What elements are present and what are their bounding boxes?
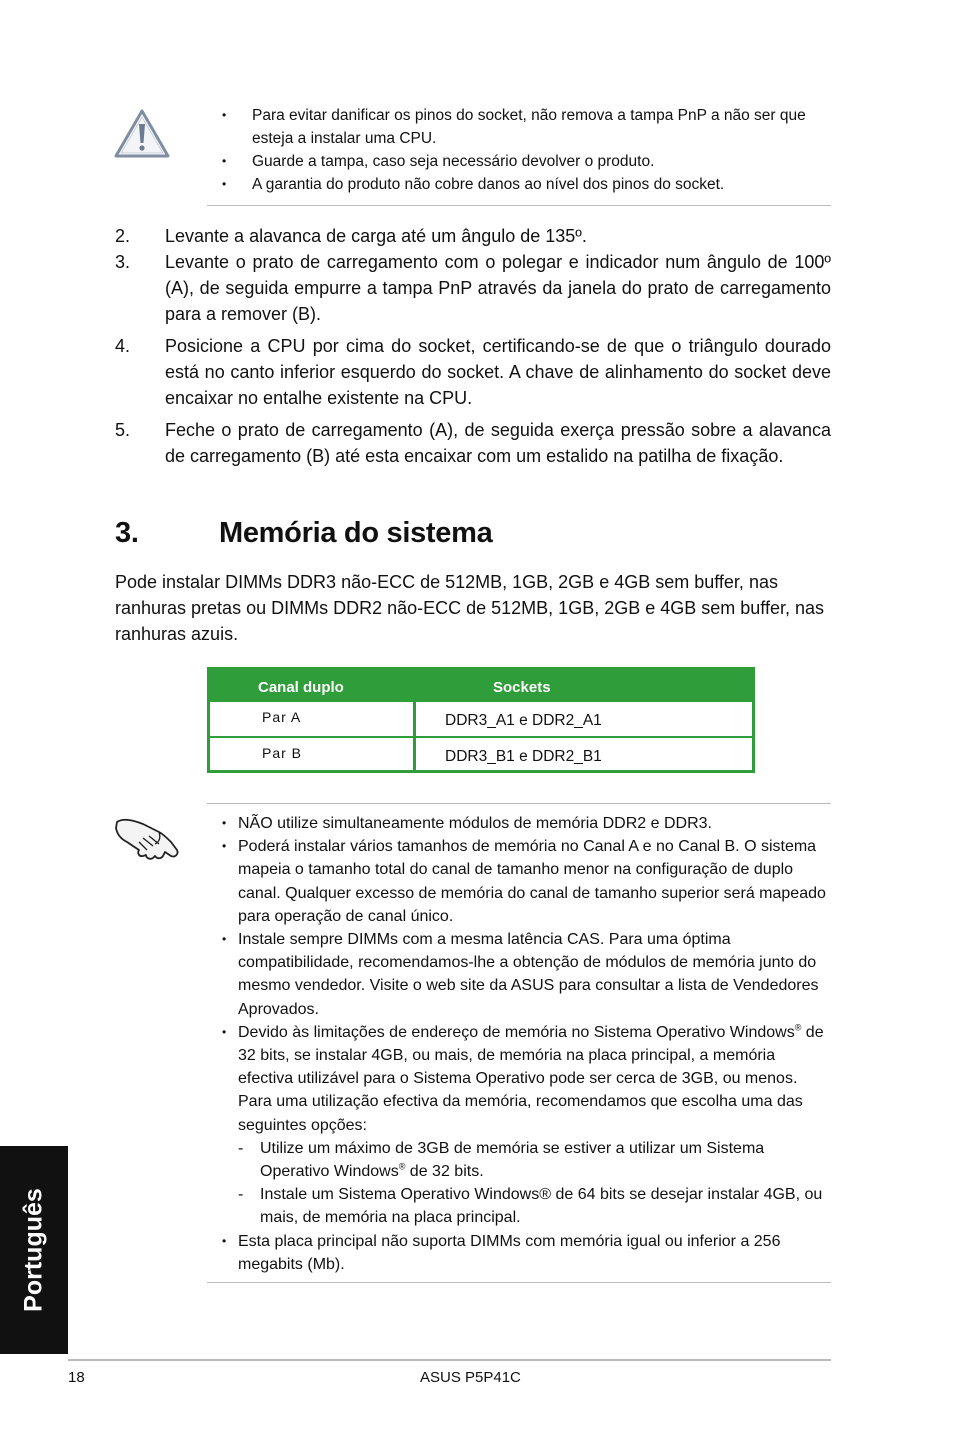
header-channel: Canal duplo	[258, 679, 344, 696]
language-side-tab	[0, 1146, 68, 1354]
section-number: 3.	[115, 517, 139, 549]
step-item	[115, 249, 831, 327]
step-number: 4.	[115, 336, 131, 356]
table-cell: Par A	[262, 709, 302, 725]
step-text: Feche o prato de carregamento (A), de seguida exerça pressão sobre a alavanca de carregamento (B) até esta encaixar com um estalido na patilha de fixação.	[165, 420, 831, 466]
note-item: • NÃO utilize simultaneamente módulos de memória DDR2 e DDR3.	[218, 812, 832, 835]
caution-item: • A garantia do produto não cobre danos ao nível dos pinos do socket.	[218, 173, 832, 196]
caution-list	[218, 104, 832, 196]
note-sub-list	[238, 1137, 832, 1230]
caution-triangle-icon	[113, 108, 171, 160]
header-sockets: Sockets	[493, 679, 551, 696]
note-text: Devido às limitações de endereço de memória no Sistema Operativo Windows	[238, 1023, 795, 1041]
note-text: de 32 bits.	[405, 1163, 484, 1181]
step-number: 5.	[115, 420, 131, 440]
caution-item: • Guarde a tampa, caso seja necessário devolver o produto.	[218, 150, 832, 173]
note-item	[218, 1021, 832, 1230]
step-item	[115, 417, 831, 469]
note-bottom-divider	[207, 1282, 831, 1283]
channel-socket-table	[207, 667, 755, 773]
footer-divider	[68, 1359, 831, 1361]
page-number: 18	[68, 1369, 85, 1386]
note-top-divider	[207, 803, 831, 804]
note-hand-icon	[113, 812, 181, 862]
note-text: Utilize um máximo de 3GB de memória se estiver a utilizar um Sistema Operativo Windows	[260, 1139, 765, 1181]
step-item	[115, 333, 831, 411]
registered-mark: ®	[398, 1161, 406, 1172]
table-cell: Par B	[262, 745, 303, 761]
installation-steps	[115, 223, 831, 469]
step-item	[115, 223, 831, 249]
step-number: 2.	[115, 226, 131, 246]
note-sub-item: - Instale um Sistema Operativo Windows® de 64 bits se desejar instalar 4GB, ou mais, de memória na placa principal.	[238, 1183, 832, 1229]
table-cell: DDR3_A1 e DDR2_A1	[445, 712, 602, 729]
step-number: 3.	[115, 252, 131, 272]
section-title: Memória do sistema	[219, 517, 493, 549]
step-text: Posicione a CPU por cima do socket, certificando-se de que o triângulo dourado está no canto inferior esquerdo do socket. A chave de alinhamento do socket deve encaixar no entalhe existente na CPU.	[165, 336, 831, 408]
note-list	[218, 812, 832, 1276]
step-text: Levante a alavanca de carga até um ângulo de 135º.	[165, 226, 587, 246]
note-item: • Esta placa principal não suporta DIMMs com memória igual ou inferior a 256 megabits (Mb).	[218, 1230, 832, 1276]
table-row	[210, 702, 752, 736]
table-row	[210, 738, 752, 772]
registered-mark: ®	[794, 1022, 802, 1033]
note-sub-item	[238, 1137, 832, 1183]
language-label: Português	[19, 1188, 48, 1312]
section-heading	[115, 517, 492, 550]
caution-item: • Para evitar danificar os pinos do socket, não remova a tampa PnP a não ser que esteja a instalar uma CPU.	[218, 104, 832, 150]
table-header	[210, 670, 752, 702]
caution-divider	[207, 205, 831, 206]
table-cell: DDR3_B1 e DDR2_B1	[445, 748, 602, 765]
table-column-divider	[413, 702, 416, 773]
step-text: Levante o prato de carregamento com o polegar e indicador num ângulo de 100º (A), de seguida empurre a tampa PnP através da janela do prato de carregamento para a remover (B).	[165, 252, 831, 324]
note-text: de 32 bits, se instalar 4GB, ou mais, de memória na placa principal, a memória efectiva utilizável para o Sistema Operativo pode ser cerca de 3GB, ou menos. Para uma utilização efectiva da memória, recomendamos que escolha uma das seguintes opções:	[238, 1023, 824, 1134]
note-item: • Poderá instalar vários tamanhos de memória no Canal A e no Canal B. O sistema mapeia o tamanho total do canal de tamanho menor na configuração de duplo canal. Qualquer excesso de memória do canal de tamanho superior será mapeado para operação de canal único.	[218, 835, 832, 928]
product-name: ASUS P5P41C	[420, 1369, 521, 1386]
intro-paragraph: Pode instalar DIMMs DDR3 não-ECC de 512MB, 1GB, 2GB e 4GB sem buffer, nas ranhuras pretas ou DIMMs DDR2 não-ECC de 512MB, 1GB, 2GB e 4GB sem buffer, nas ranhuras azuis.	[115, 572, 824, 644]
note-item: • Instale sempre DIMMs com a mesma latência CAS. Para uma óptima compatibilidade, recomendamos-lhe a obtenção de módulos de memória junto do mesmo vendedor. Visite o web site da ASUS para consultar a lista de Vendedores Aprovados.	[218, 928, 832, 1021]
